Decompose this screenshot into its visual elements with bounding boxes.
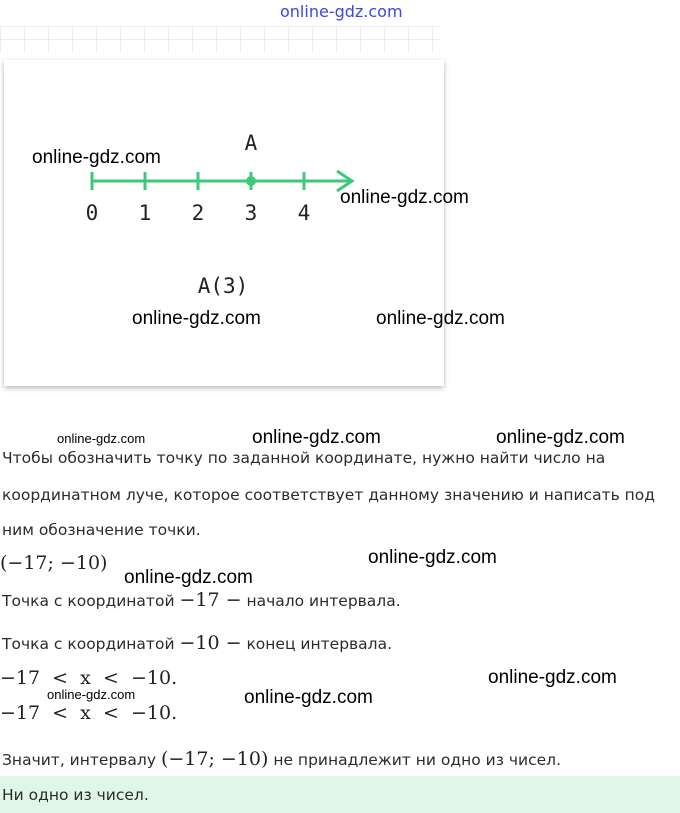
- tick-label-2: 2: [191, 201, 205, 225]
- point-label: A: [244, 131, 258, 155]
- watermark: online-gdz.com: [376, 308, 505, 329]
- interval-end-line: [2, 632, 392, 654]
- watermark-top: online-gdz.com: [280, 2, 403, 21]
- number-line-card: [4, 60, 444, 386]
- explanation-line-2: координатном луче, которое соответствует данному значению и написать под: [2, 486, 655, 504]
- conclusion-line: [2, 748, 561, 770]
- end-prefix: Точка с координатой: [2, 635, 180, 653]
- interval-expression: (−17; −10): [0, 552, 108, 574]
- end-math: −10 −: [179, 632, 242, 654]
- grid-strip: [0, 26, 440, 52]
- tick-label-1: 1: [138, 201, 152, 225]
- inequality-1: −17 < x < −10.: [0, 667, 178, 689]
- watermark: online-gdz.com: [488, 667, 617, 688]
- tick-label-4: 4: [297, 201, 311, 225]
- answer-text: Ни одно из чисел.: [2, 786, 149, 804]
- watermark: online-gdz.com: [32, 147, 161, 168]
- explanation-line-1: Чтобы обозначить точку по заданной координате, нужно найти число на: [2, 449, 606, 467]
- watermark: online-gdz.com: [244, 687, 373, 708]
- interval-start-line: [2, 589, 401, 611]
- explanation-line-3: ним обозначение точки.: [2, 521, 201, 539]
- start-prefix: Точка с координатой: [2, 592, 180, 610]
- watermark: online-gdz.com: [340, 187, 469, 208]
- point-a: [246, 176, 256, 186]
- end-suffix: конец интервала.: [241, 635, 393, 653]
- answer-box: [0, 776, 680, 813]
- conclusion-suffix: не принадлежит ни одно из чисел.: [268, 751, 562, 769]
- conclusion-math: (−17; −10): [160, 748, 269, 770]
- watermark: online-gdz.com: [47, 687, 136, 702]
- point-caption: A(3): [197, 274, 249, 298]
- watermark: online-gdz.com: [496, 427, 625, 448]
- start-math: −17 −: [179, 589, 242, 611]
- watermark: online-gdz.com: [124, 567, 253, 588]
- tick-label-0: 0: [85, 201, 99, 225]
- number-line-figure: [4, 60, 444, 386]
- watermark: online-gdz.com: [132, 308, 261, 329]
- tick-label-3: 3: [244, 201, 258, 225]
- watermark: online-gdz.com: [368, 547, 497, 568]
- conclusion-prefix: Значит, интервалу: [2, 751, 161, 769]
- watermark: online-gdz.com: [252, 427, 381, 448]
- start-suffix: начало интервала.: [241, 592, 401, 610]
- watermark: online-gdz.com: [57, 431, 146, 446]
- inequality-2: −17 < x < −10.: [0, 702, 178, 724]
